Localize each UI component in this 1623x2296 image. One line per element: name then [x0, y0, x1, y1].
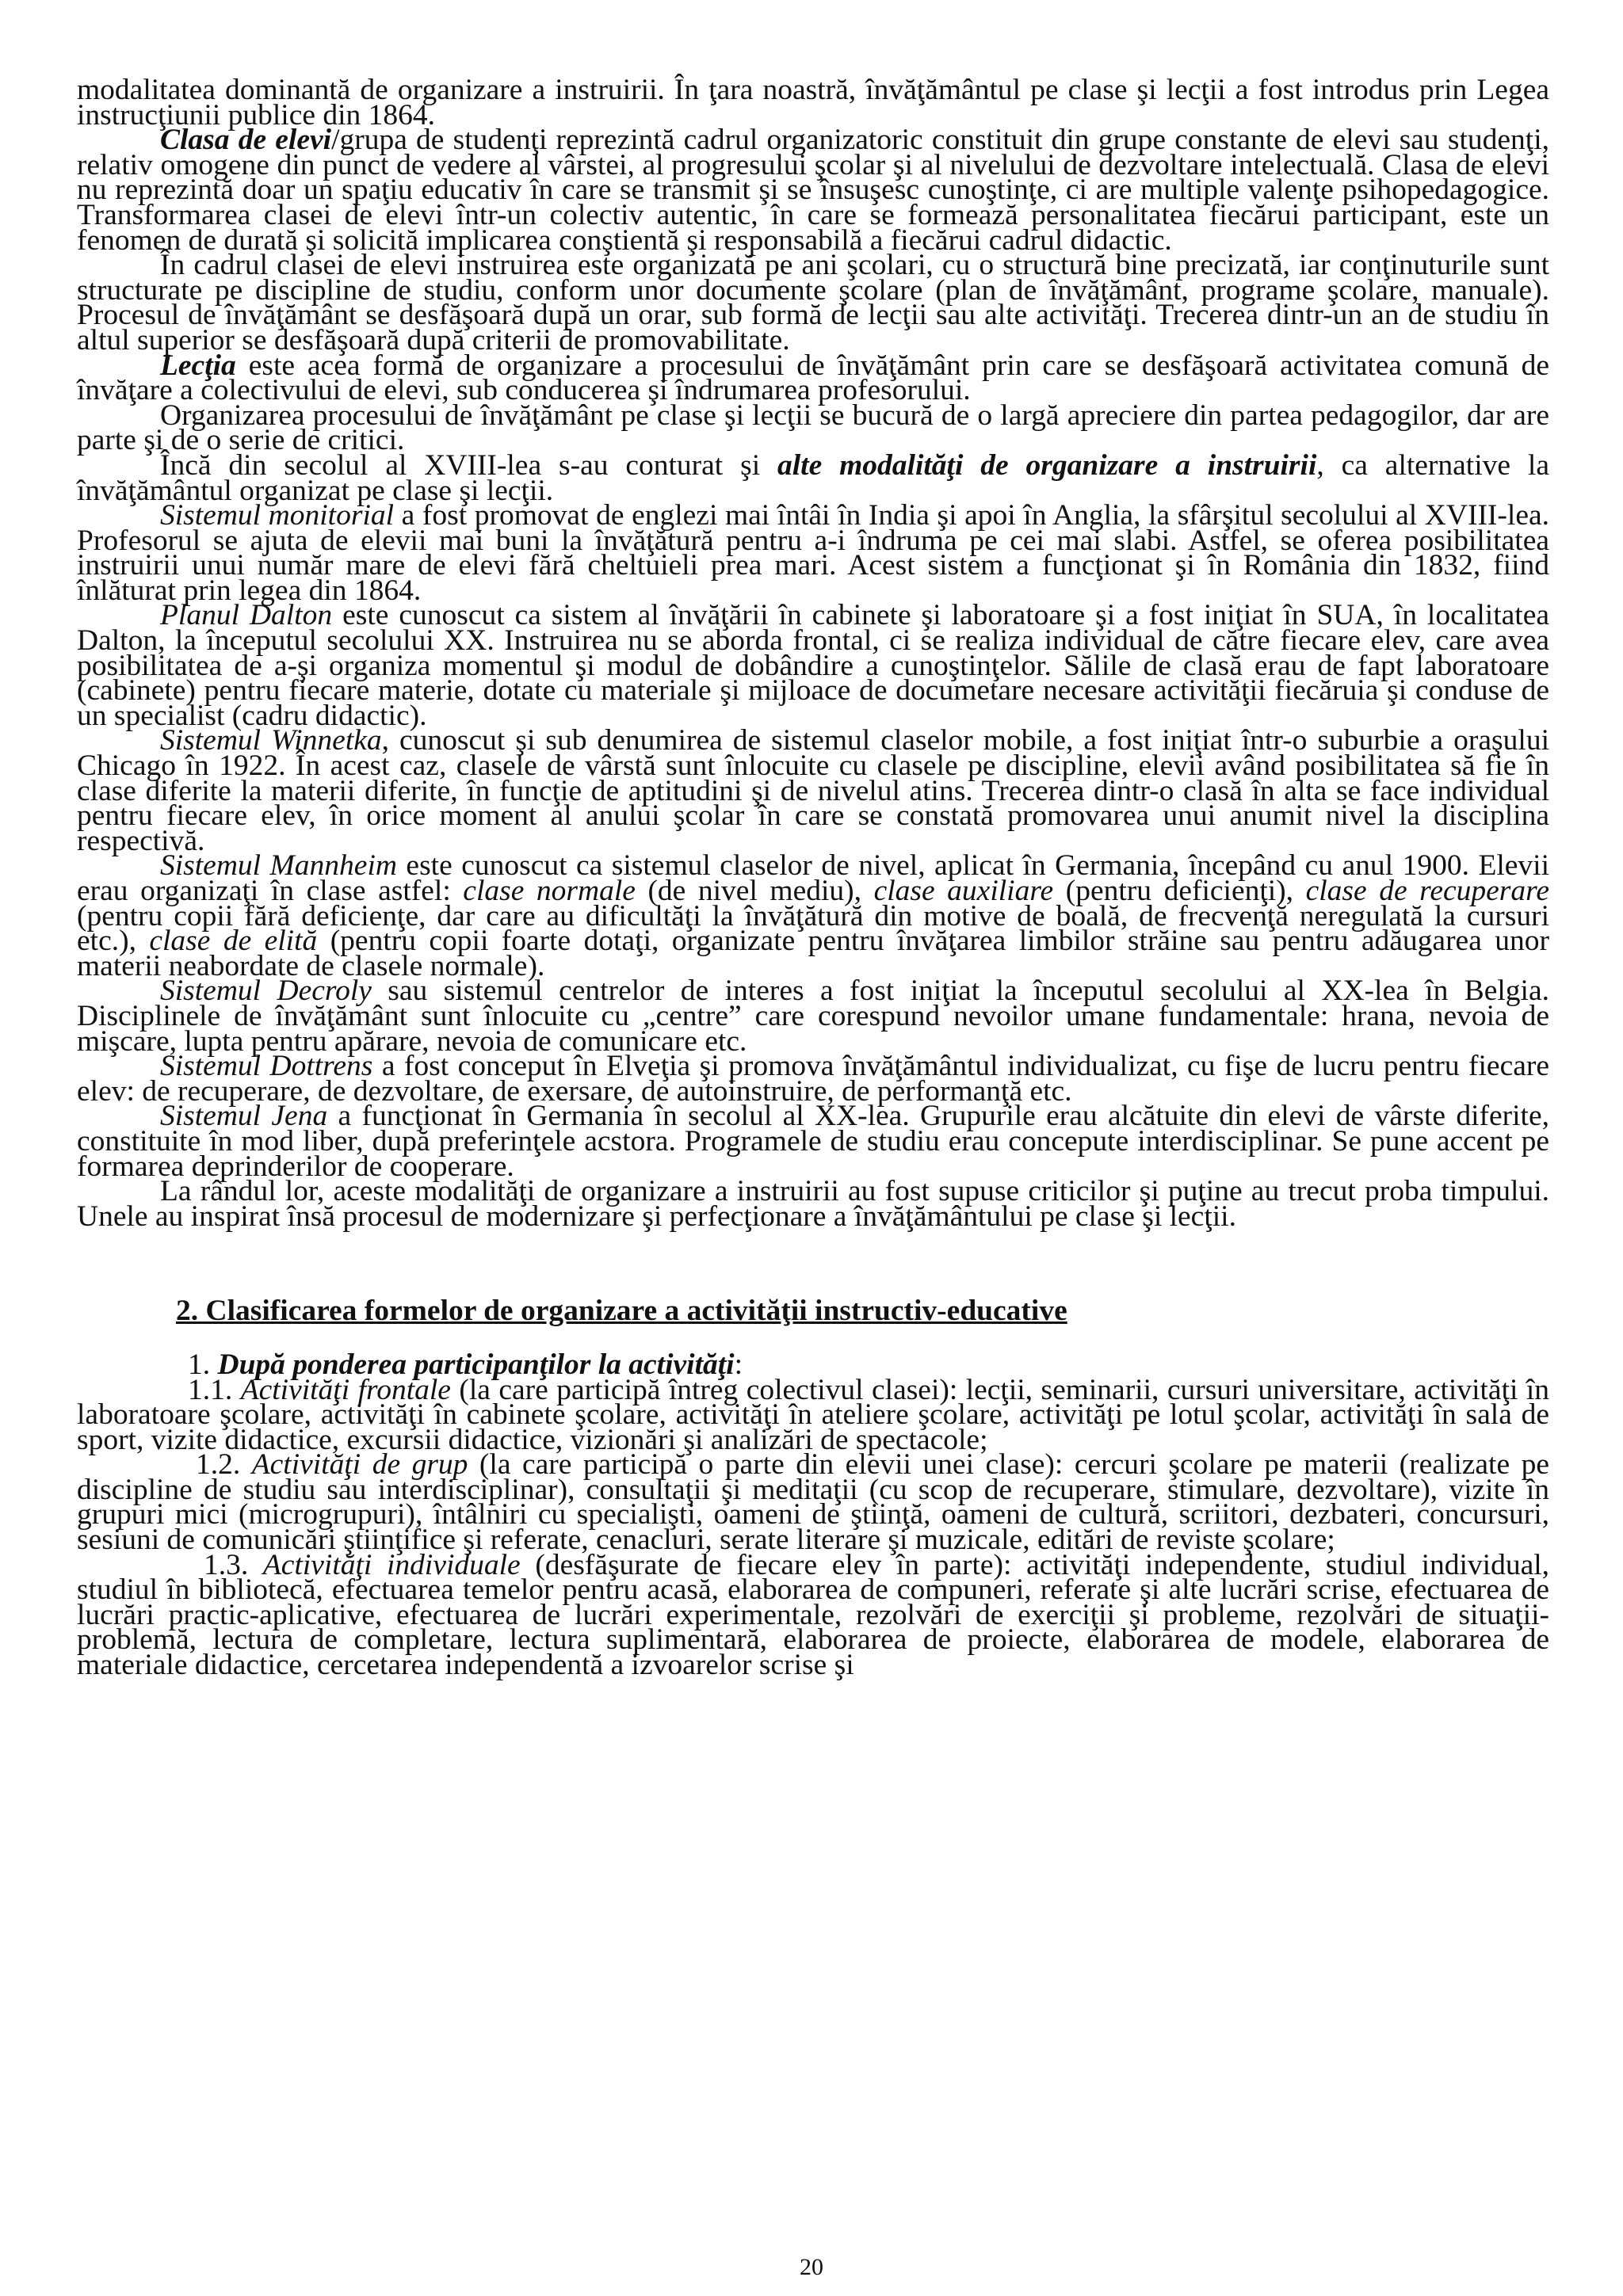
term-activitati-individuale: Activităţi individuale: [262, 1548, 521, 1581]
paragraph-intro: modalitatea dominantă de organizare a instruirii. În ţara noastră, învăţământul pe clase şi lecţii a fost introdus prin Legea instrucţiunii publice din 1864.: [77, 74, 1549, 132]
paragraph-sistemul-dottrens: Sistemul Dottrens a fost conceput în Elveţia şi promova învăţământul individualizat, cu fişe de lucru pentru fiecare elev: de recuperare, de dezvoltare, de exersare, de autoinstruire, de performanţă etc.: [77, 1050, 1549, 1108]
paragraph-sistemul-mannheim: Sistemul Mannheim este cunoscut ca sistemul claselor de nivel, aplicat în Germania, începând cu anul 1900. Elevii erau organizaţi în clase astfel: clase normale (de nivel mediu), clase auxiliare (pentru deficienţi), clase de recuperare (pentru copii fără deficienţe, dar care au dificultăţi la învăţătură din motive de boală, de frecvenţă neregulată la cursuri etc.), clase de elită (pentru copii foarte dotaţi, organizate pentru învăţarea limbilor străine sau pentru adăugarea unor materii neabordate de clasele normale).: [77, 849, 1550, 982]
term-sistemul-mannheim: Sistemul Mannheim: [160, 849, 397, 883]
section-heading: 2. Clasificarea formelor de organizare a activităţii instructiv-educative: [176, 1295, 1067, 1328]
paragraph-sistemul-decroly: Sistemul Decroly sau sistemul centrelor de interes a fost iniţiat la începutul secolului al XX-lea în Belgia. Disciplinele de învăţământ sunt înlocuite cu „centre” care corespund nevoilor umane fundamentale: hrana, nevoia de mişcare, lupta pentru apărare, nevoia de comunicare etc.: [77, 974, 1549, 1058]
paragraph-cadrul-clasei: În cadrul clasei de elevi instruirea este organizată pe ani şcolari, cu o structură bine precizată, iar conţinuturile sunt structurate pe discipline de studiu, conform unor documente şcolare (plan de învăţământ, programe şcolare, manuale). Procesul de învăţământ se desfăşoară după un orar, sub formă de lecţii sau alte activităţi. Trecerea dintr-un an de studiu în altul superior se desfăşoară după criterii de promovabilitate.: [77, 249, 1549, 357]
term-sistemul-monitorial: Sistemul monitorial: [160, 499, 395, 532]
term-sistemul-jena: Sistemul Jena: [160, 1100, 328, 1133]
list-item-1-1: 1.1. Activităţi frontale (la care participă întreg colectivul clasei): lecţii, seminarii, cursuri universitare, activităţi în laboratoare şcolare, activităţi în cabinete şcolare, activităţi în ateliere şcolare, activităţi pe lotul şcolar, activităţi în sala de sport, vizite didactice, excursii didactice, vizionări şi analizări de spectacole;: [77, 1373, 1550, 1456]
term-sistemul-decroly: Sistemul Decroly: [160, 974, 372, 1008]
paragraph-alte-modalitati: Încă din secolul al XVIII-lea s-au conturat şi alte modalităţi de organizare a instruirii, ca alternative la învăţământul organizat pe clase şi lecţii.: [77, 448, 1549, 507]
paragraph-clasa-de-elevi: Clasa de elevi/grupa de studenţi reprezintă cadrul organizatoric constituit din grupe constante de elevi sau studenţi, relativ omogene din punct de vedere al vârstei, al progresului şcolar şi al nivelului de dezvoltare intelectuală. Clasa de elevi nu reprezintă doar un spaţiu educativ în care se transmit şi se însuşesc cunoştinţe, ci are multiple valenţe psihopedagogice. Transformarea clasei de elevi într-un colectiv autentic, în care se formează personalitatea fiecărui participant, este un fenomen de durată şi solicită implicarea conştientă şi responsabilă a fiecărui cadrul didactic.: [77, 124, 1549, 257]
document-body: [77, 74, 1550, 1682]
paragraph-planul-dalton: Planul Dalton este cunoscut ca sistem al învăţării în cabinete şi laboratoare şi a fost iniţiat în SUA, în localitatea Dalton, la începutul secolului XX. Instruirea nu se aborda frontal, ci se realiza individual de către fiecare elev, care avea posibilitatea de a-şi organiza momentul şi modul de dobândire a cunoştinţelor. Sălile de clasă erau de fapt laboratoare (cabinete) pentru fiecare materie, dotate cu materiale şi mijloace de documetare necesare activităţii fiecăruia şi conduse de un specialist (cadru didactic).: [77, 599, 1549, 732]
term-activitati-de-grup: Activităţi de grup: [251, 1448, 468, 1482]
term-alte-modalitati: alte modalităţi de organizare a instruirii: [777, 448, 1317, 482]
term-planul-dalton: Planul Dalton: [160, 599, 333, 632]
list-item-1-3: 1.3. Activităţi individuale (desfăşurate de fiecare elev în parte): activităţi independente, studiul individual, studiul în bibliotecă, efectuarea temelor pentru acasă, elaborarea de compuneri, referate şi alte lucrări scrise, efectuarea de lucrări practic-aplicative, efectuarea de lucrări experimentale, rezolvări de exerciţii şi probleme, rezolvări de situaţii-problemă, lectura de completare, lectura suplimentară, elaborarea de proiecte, elaborarea de modele, elaborarea de materiale didactice, cercetarea independentă a izvoarelor scrise şi: [77, 1548, 1550, 1682]
list-item-1-2: 1.2. Activităţi de grup (la care participă o parte din elevii unei clase): cercuri şcolare pe materii (realizate pe discipline de studiu sau interdisciplinar), consultaţii şi meditaţii (cu scop de recuperare, stimulare, dezvoltare), vizite în grupuri mici (microgrupuri), întâlniri cu specialişti, oameni de ştiinţă, oameni de cultură, scriitori, dezbateri, concursuri, sesiuni de comunicări ştiinţifice şi referate, cenacluri, serate literare şi muzicale, editări de reviste şcolare;: [77, 1448, 1549, 1557]
paragraph-sistemul-jena: Sistemul Jena a funcţionat în Germania în secolul al XX-lea. Grupurile erau alcătuite din elevi de vârste diferite, constituite în mod liber, după preferinţele acstora. Programele de studiu erau concepute interdisciplinar. Se pune accent pe formarea deprinderilor de cooperare.: [77, 1100, 1549, 1183]
paragraph-sistemul-winnetka: Sistemul Winnetka, cunoscut şi sub denumirea de sistemul claselor mobile, a fost iniţiat într-o suburbie a oraşului Chicago în 1922. În acest caz, clasele de vârstă sunt înlocuite cu clasele pe discipline, elevii având posibilitatea să fie în clase diferite la materii diferite, în funcţie de aptitudini şi de nivelul atins. Trecerea dintr-o clasă în alta se face individual pentru fiecare elev, în orice moment al anului şcolar în care se constată promovarea unui anumit nivel la disciplina respectivă.: [77, 724, 1549, 857]
list-item-1: 1. După ponderea participanţilor la activităţi:: [188, 1348, 743, 1381]
term-sistemul-winnetka: Sistemul Winnetka: [160, 724, 382, 757]
page-number: 20: [800, 2254, 823, 2280]
paragraph-organizarea: Organizarea procesului de învăţământ pe clase şi lecţii se bucură de o largă apreciere din partea pedagogilor, dar are parte şi de o serie de critici.: [77, 399, 1549, 457]
term-clasa-de-elevi: Clasa de elevi: [160, 124, 332, 157]
term-activitati-frontale: Activităţi frontale: [240, 1373, 451, 1406]
paragraph-concluzie: La rândul lor, aceste modalităţi de organizare a instruirii au fost supuse criticilor şi puţine au trecut proba timpului. Unele au inspirat însă procesul de modernizare şi perfecţionare a învăţământului pe clase şi lecţii.: [77, 1175, 1549, 1233]
term-sistemul-dottrens: Sistemul Dottrens: [160, 1050, 373, 1083]
term-lectia: Lecţia: [160, 349, 236, 382]
spacer: [77, 1229, 1549, 1299]
term-dupa-ponderea: După ponderea participanţilor la activităţi: [217, 1348, 735, 1381]
paragraph-sistemul-monitorial: Sistemul monitorial a fost promovat de englezi mai întâi în India şi apoi în Anglia, la sfârşitul secolului al XVIII-lea. Profesorul se ajuta de elevii mai buni la învăţătură pentru a-i îndruma pe cei mai slabi. Astfel, se oferea posibilitatea instruirii unui număr mare de elevi fără cheltuieli prea mari. Acest sistem a funcţionat şi în România din 1832, fiind înlăturat prin legea din 1864.: [77, 499, 1549, 607]
paragraph-lectia: Lecţia este acea formă de organizare a procesului de învăţământ prin care se desfăşoară activitatea comună de învăţare a colectivului de elevi, sub conducerea şi îndrumarea profesorului.: [77, 349, 1549, 407]
